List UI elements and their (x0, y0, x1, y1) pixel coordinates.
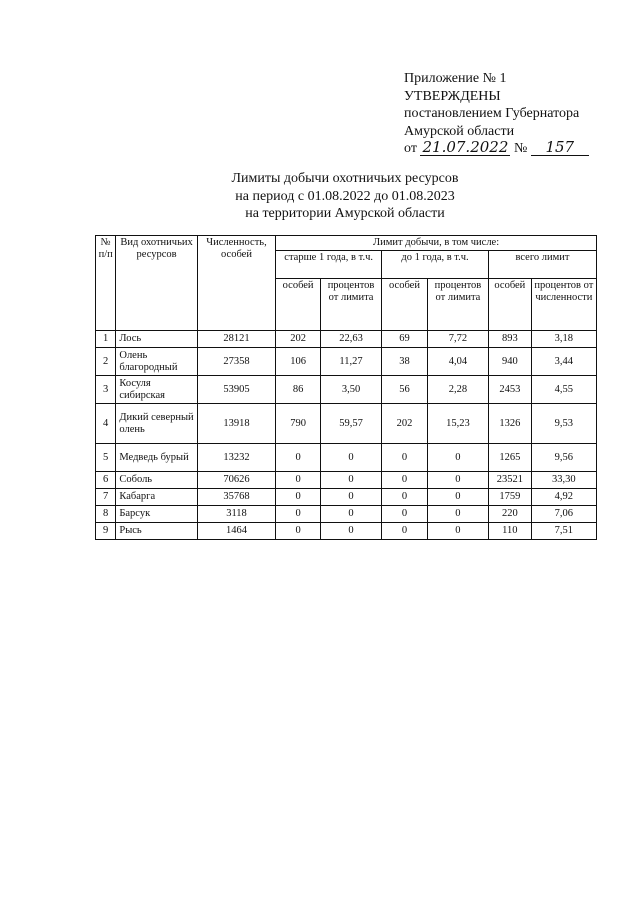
population-value: 28121 (197, 331, 275, 348)
header-total-individuals: особей (488, 279, 531, 331)
population-value: 3118 (197, 506, 275, 523)
total-individuals: 1759 (488, 489, 531, 506)
total-percent: 4,92 (531, 489, 596, 506)
total-individuals: 2453 (488, 376, 531, 404)
total-percent: 7,51 (531, 523, 596, 540)
older-individuals: 0 (276, 523, 321, 540)
younger-individuals: 0 (382, 472, 428, 489)
date-prefix: от (404, 141, 417, 156)
header-population: Численность, особей (197, 236, 275, 331)
older-percent: 0 (321, 472, 382, 489)
row-number: 7 (96, 489, 116, 506)
species-name: Медведь бурый (116, 444, 197, 472)
table-row (96, 376, 597, 404)
total-individuals: 940 (488, 348, 531, 376)
approval-date-line (404, 140, 629, 158)
older-individuals: 0 (276, 489, 321, 506)
total-individuals: 1326 (488, 404, 531, 444)
number-label: № (513, 141, 528, 156)
older-individuals: 790 (276, 404, 321, 444)
species-name: Барсук (116, 506, 197, 523)
younger-individuals: 69 (382, 331, 428, 348)
younger-percent: 2,28 (427, 376, 488, 404)
younger-percent: 0 (427, 523, 488, 540)
table-row (96, 444, 597, 472)
limits-table (95, 235, 597, 540)
younger-percent: 7,72 (427, 331, 488, 348)
younger-individuals: 0 (382, 523, 428, 540)
total-percent: 33,30 (531, 472, 596, 489)
table-row (96, 404, 597, 444)
approval-block (404, 70, 629, 158)
older-individuals: 0 (276, 472, 321, 489)
species-name: Дикий северный олень (116, 404, 197, 444)
younger-percent: 0 (427, 444, 488, 472)
document-title (150, 170, 540, 223)
population-value: 53905 (197, 376, 275, 404)
row-number: 4 (96, 404, 116, 444)
older-individuals: 0 (276, 506, 321, 523)
row-number: 1 (96, 331, 116, 348)
header-total-percent: процентов от численности (531, 279, 596, 331)
older-percent: 0 (321, 489, 382, 506)
population-value: 13232 (197, 444, 275, 472)
population-value: 27358 (197, 348, 275, 376)
younger-percent: 0 (427, 472, 488, 489)
header-younger-percent: процентов от лимита (427, 279, 488, 331)
total-percent: 9,53 (531, 404, 596, 444)
header-younger: до 1 года, в т.ч. (382, 251, 489, 279)
older-percent: 0 (321, 444, 382, 472)
younger-individuals: 0 (382, 506, 428, 523)
table-row (96, 472, 597, 489)
younger-percent: 4,04 (427, 348, 488, 376)
population-value: 13918 (197, 404, 275, 444)
title-line-3: на территории Амурской области (245, 206, 445, 221)
older-percent: 11,27 (321, 348, 382, 376)
total-individuals: 1265 (488, 444, 531, 472)
younger-individuals: 202 (382, 404, 428, 444)
header-older: старше 1 года, в т.ч. (276, 251, 382, 279)
older-percent: 22,63 (321, 331, 382, 348)
table-row (96, 523, 597, 540)
older-individuals: 202 (276, 331, 321, 348)
approved-region: Амурской области (404, 123, 515, 139)
younger-percent: 0 (427, 489, 488, 506)
total-individuals: 893 (488, 331, 531, 348)
appendix-number: Приложение № 1 (404, 71, 507, 86)
younger-individuals: 56 (382, 376, 428, 404)
species-name: Кабарга (116, 489, 197, 506)
population-value: 35768 (197, 489, 275, 506)
row-number: 3 (96, 376, 116, 404)
younger-percent: 15,23 (427, 404, 488, 444)
approved-label: УТВЕРЖДЕНЫ (404, 88, 501, 104)
table-row (96, 489, 597, 506)
title-line-2: на период с 01.08.2022 до 01.08.2023 (235, 188, 455, 204)
row-number: 6 (96, 472, 116, 489)
older-percent: 0 (321, 506, 382, 523)
older-percent: 3,50 (321, 376, 382, 404)
population-value: 70626 (197, 472, 275, 489)
header-older-individuals: особей (276, 279, 321, 331)
total-individuals: 220 (488, 506, 531, 523)
header-total: всего лимит (488, 251, 596, 279)
younger-percent: 0 (427, 506, 488, 523)
handwritten-number: 157 (531, 140, 589, 156)
approved-by: постановлением Губернатора (404, 106, 580, 121)
younger-individuals: 38 (382, 348, 428, 376)
table-row (96, 348, 597, 376)
table-row (96, 331, 597, 348)
row-number: 5 (96, 444, 116, 472)
older-percent: 0 (321, 523, 382, 540)
population-value: 1464 (197, 523, 275, 540)
species-name: Олень благородный (116, 348, 197, 376)
older-individuals: 106 (276, 348, 321, 376)
species-name: Соболь (116, 472, 197, 489)
header-older-percent: процентов от лимита (321, 279, 382, 331)
total-percent: 3,44 (531, 348, 596, 376)
older-individuals: 86 (276, 376, 321, 404)
header-species: Вид охотничьих ресурсов (116, 236, 197, 331)
total-individuals: 110 (488, 523, 531, 540)
total-percent: 9,56 (531, 444, 596, 472)
total-individuals: 23521 (488, 472, 531, 489)
header-limit-group: Лимит добычи, в том числе: (276, 236, 597, 251)
title-line-1: Лимиты добычи охотничьих ресурсов (231, 171, 459, 186)
species-name: Косуля сибирская (116, 376, 197, 404)
older-individuals: 0 (276, 444, 321, 472)
younger-individuals: 0 (382, 444, 428, 472)
table-row (96, 506, 597, 523)
header-num: № п/п (96, 236, 116, 331)
species-name: Рысь (116, 523, 197, 540)
total-percent: 4,55 (531, 376, 596, 404)
row-number: 2 (96, 348, 116, 376)
header-younger-individuals: особей (382, 279, 428, 331)
row-number: 8 (96, 506, 116, 523)
younger-individuals: 0 (382, 489, 428, 506)
older-percent: 59,57 (321, 404, 382, 444)
row-number: 9 (96, 523, 116, 540)
species-name: Лось (116, 331, 197, 348)
total-percent: 3,18 (531, 331, 596, 348)
total-percent: 7,06 (531, 506, 596, 523)
handwritten-date: 21.07.2022 (420, 140, 510, 156)
